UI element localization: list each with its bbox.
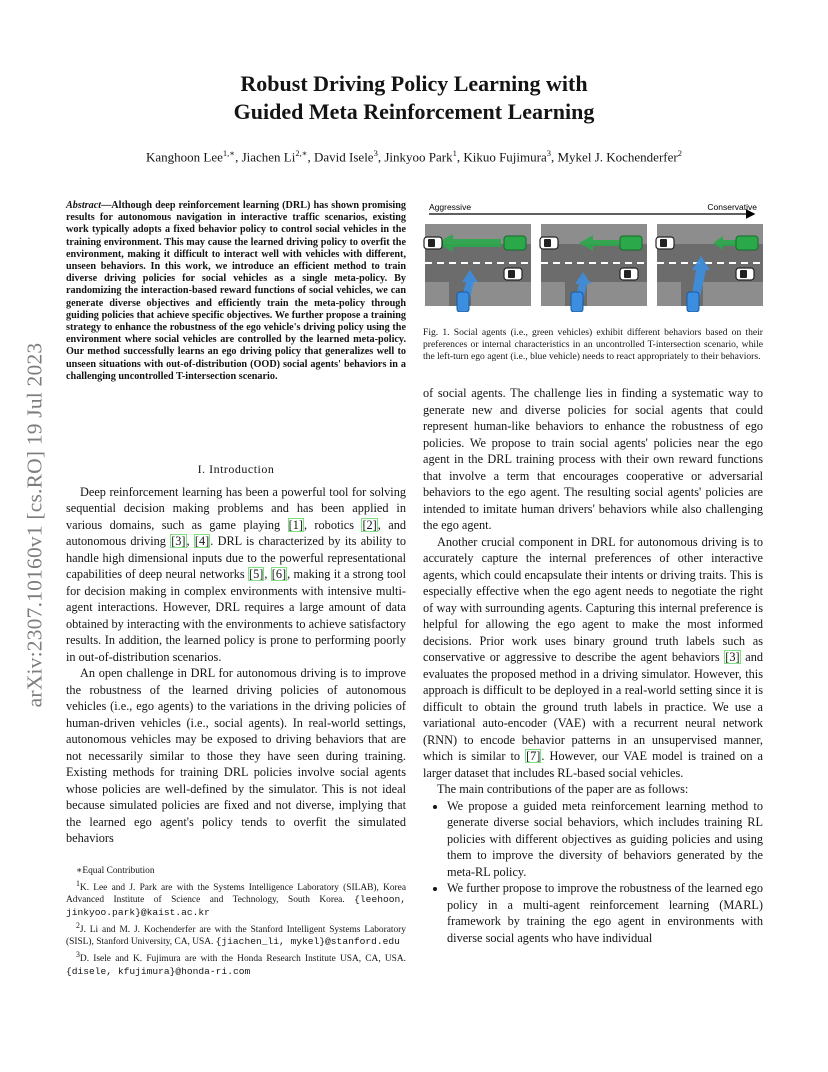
arxiv-identifier-text: arXiv:2307.10160v1 [cs.RO] 19 Jul 2023 — [22, 342, 47, 708]
title-line-1: Robust Driving Policy Learning with — [240, 71, 588, 96]
footnote-mark: 3 — [76, 949, 80, 959]
footnote-rule — [66, 862, 121, 863]
title-line-2: Guided Meta Reinforcement Learning — [233, 99, 595, 124]
text-run: Another crucial component in DRL for autonomous driving is to accurately capture the internal preferences of other interactive agents, which could encapsulate their intents or driving traits. This is especially effective when the ego agent needs to negotiate the right of way with surrounding agents. Capturing this internal preference is helpful for allowing the ego agent to make the most informed decisions. Prior work uses binary ground truth labels such as conservative or aggressive to describe the agent behaviors — [423, 534, 763, 664]
author: Jinkyoo Park — [384, 149, 453, 165]
paragraph-continued: of social agents. The challenge lies in finding a systematic way to generate new and diverse policies for social agents that could represent human-like behaviors to enhance the robustness of ego policies. We propose to train social agents' policies near the ego agent in the DRL training process with their own reward functions that involve a term that encourages cooperative or adversarial behaviors to the ego agent. The resulting social agents' policies are intended to imitate human drivers' behaviors while also challenging the ego agent. — [423, 386, 763, 532]
section-heading: I. Introduction — [197, 462, 275, 476]
author-affiliation: 1,∗ — [222, 148, 236, 158]
author-affiliation: 1 — [452, 148, 457, 158]
text-run: , — [264, 567, 271, 581]
abstract — [66, 200, 406, 383]
intro-paragraph-1 — [66, 484, 406, 666]
text-run: , making it a strong tool for decision making in complex environments with intensive multi-agent interactions. However, DRL requires a large amount of data obtained by interacting with the environments to achieve satisfactory results. In addition, the learned policy is prone to performing poorly in out-of-distribution scenarios. — [66, 567, 406, 664]
contribution-item: • We further propose to improve the robustness of the learned ego policy in a multi-agent reinforcement learning (MARL) framework by training the ego agent in environments with diverse social agents who have individual — [447, 880, 763, 946]
author-affiliation: 3 — [546, 148, 551, 158]
footnote-text: D. Isele and K. Fujimura are with the Honda Research Institute USA, CA, USA. — [79, 953, 406, 964]
arxiv-identifier — [20, 290, 50, 760]
figure-1 — [423, 200, 763, 312]
footnote-mark: 1 — [76, 878, 80, 888]
author-list: Kanghoon Lee$^{1,∗}$, Jiachen $Li^{2,∗}$, David Isele$^3$, Jinkyoo Park$^1$, Kikuo Fujimura$^3$, Mykel J. Kochenderfer$^2$ — [146, 148, 682, 165]
author: Jiachen Li — [241, 149, 296, 165]
contribution-item: • We propose a guided meta reinforcement learning method to generate diverse social behaviors, which includes training RL policies with different objectives as guiding policies and using them to improve the diversity of behaviors generated by the meta-RL policy. — [447, 798, 763, 881]
paragraph-behavior-encoding — [423, 534, 763, 782]
footnote-mark: 2 — [76, 920, 80, 930]
citation-link[interactable]: [2] — [362, 517, 377, 532]
author-affiliation: 2,∗ — [295, 148, 308, 158]
author: Kikuo Fujimura — [463, 149, 547, 165]
text-run: . DRL is characterized by its ability to handle high dimensional inputs due to the powerful representational capabilities of deep neural networks — [66, 534, 406, 581]
footnote-text: J. Li and M. J. Kochenderfer are with the Stanford Intelligent Systems Laboratory (SISL), Stanford University, CA, USA. — [66, 924, 406, 948]
footnotes — [66, 862, 406, 978]
footnote-2 — [66, 920, 406, 949]
left-column-body — [66, 453, 406, 847]
citation-link[interactable]: [7] — [526, 749, 541, 763]
footnote-equal: ∗Equal Contribution — [76, 866, 155, 876]
footnote-text: K. Lee and J. Park are with the Systems Intelligence Laboratory (SILAB), Korea Advanced Institute of Science and Technology, South Korea. — [66, 882, 406, 906]
text-run: , robotics — [303, 517, 362, 532]
text-run: , and autonomous driving — [66, 517, 407, 548]
aggressive-label: Aggressive — [429, 202, 472, 212]
text-run: , — [186, 534, 194, 548]
panel-middle — [540, 224, 647, 312]
text-run: and evaluates the proposed method in a driving simulator. However, this approach is difficult to be deployed in a real-world setting since it is difficult to obtain the ground truth labels in practice. We use a variational auto-encoder (VAE) with a recurrent neural network (RNN) to encode behavior patterns in an unsupervised manner, which is similar to — [423, 650, 763, 763]
citation-link[interactable]: [3] — [171, 534, 186, 548]
citation-link[interactable]: [3] — [725, 650, 740, 664]
author-affiliation: 3 — [373, 148, 378, 158]
author: Mykel J. Kochenderfer — [557, 149, 678, 165]
citation-link[interactable]: [4] — [194, 534, 210, 548]
figure-1-graphic — [423, 200, 763, 312]
panel-conservative — [656, 224, 763, 312]
paper-title — [0, 70, 828, 126]
right-column-body — [423, 385, 763, 946]
text-run: . However, our VAE model is trained on a larger dataset that includes RL-based social vehicles. — [423, 749, 763, 780]
footnote-3 — [66, 949, 406, 978]
citation-link[interactable]: [1] — [288, 517, 303, 532]
author: Kanghoon Lee — [146, 149, 223, 165]
citation-link[interactable]: [6] — [271, 567, 287, 581]
intro-paragraph-2: An open challenge in DRL for autonomous driving is to improve the robustness of the learned driving policies of autonomous vehicles (i.e., ego agents) to the variations in the driving policies of human-driven vehicles (i.e., social agents). In real-world settings, autonomous vehicles may be exposed to driving behaviors that are not necessarily similar to those they have seen during training. Existing methods for training DRL policies involve social agents whose policies are well-defined by the simulator. This is not ideal because simulated policies are fixed and not diverse, implying that the learned ego agent's policy tends to overfit the simulated behaviors — [66, 666, 406, 845]
conservative-label: Conservative — [707, 202, 757, 212]
author: David Isele — [314, 149, 374, 165]
paragraph-contributions-intro: The main contributions of the paper are as follows: — [437, 782, 689, 796]
author-affiliation: 2 — [677, 148, 682, 158]
footnote-email: {disele, kfujimura}@honda-ri.com — [66, 965, 251, 977]
abstract-text: —Although deep reinforcement learning (DRL) has shown promising results for autonomous navigation in interactive traffic scenarios, existing work typically adopts a fixed behavior policy to control social vehicles in the training environment. This may cause the learned driving policy to overfit the environment, making it difficult to interact well with vehicles with different, unseen behaviors. In this work, we introduce an efficient method to train diverse driving policies for social vehicles as a single meta-policy. By randomizing the interaction-based reward functions of social vehicles, we can generate diverse objectives and efficiently train the meta-policy through guiding policies that achieve specific objectives. We further propose a training strategy to enhance the robustness of the ego vehicle's driving policy using the environment where social vehicles are controlled by the learned meta-policy. Our method successfully learns an ego driving policy that generalizes well to unseen situations with out-of-distribution (OOD) social agents' behaviors in a challenging uncontrolled T-intersection scenario. — [66, 200, 406, 382]
footnote-email: {leehoon, jinkyoo.park}@kaist.ac.kr — [66, 894, 406, 918]
footnote-1 — [66, 878, 406, 920]
footnote-email: {jiachen_li, mykel}@stanford.edu — [215, 936, 400, 948]
figure-caption: Fig. 1. Social agents (i.e., green vehicles) exhibit different behaviors based on their preferences or internal characteristics in an uncontrolled T-intersection scenario, while the left-turn ego agent (i.e., blue vehicle) needs to react appropriately to their behaviors. — [423, 327, 763, 362]
text-run: Deep reinforcement learning has been a powerful tool for solving sequential decision making problems and has been applied in various domains, such as game playing — [66, 484, 406, 532]
panel-aggressive — [424, 224, 531, 312]
citation-link[interactable]: [5] — [249, 567, 264, 581]
contributions-list — [423, 798, 763, 947]
abstract-label: Abstract — [66, 200, 102, 211]
